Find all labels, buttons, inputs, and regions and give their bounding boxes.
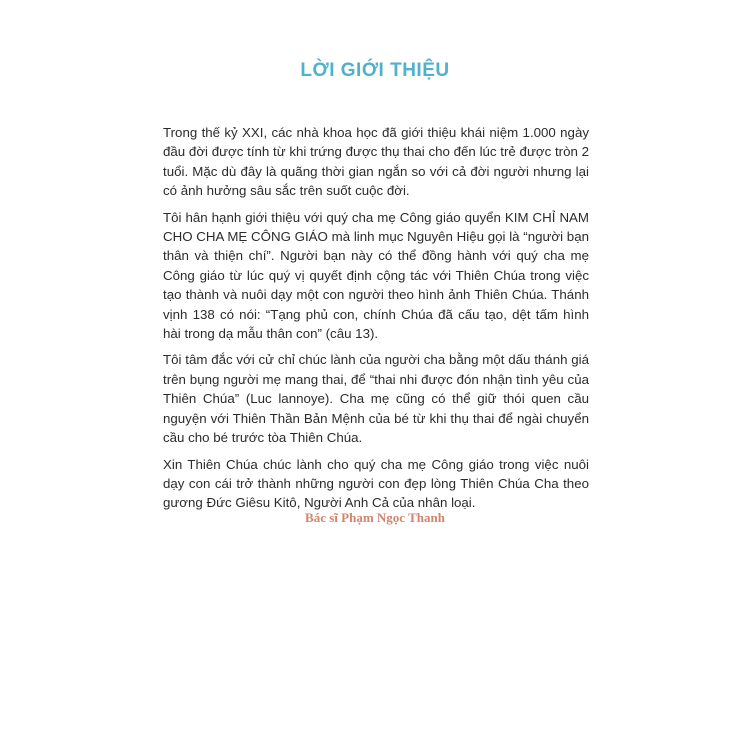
page-title: LỜI GIỚI THIỆU xyxy=(300,60,450,81)
author-signature: Bác sĩ Phạm Ngọc Thanh xyxy=(305,510,445,525)
paragraph-closing-blessing: Xin Thiên Chúa chúc lành cho quý cha mẹ Công giáo trong việc nuôi dạy con cái trở thành những người con đẹp lòng Thiên Chúa Cha theo gương Đức Giêsu Kitô, Người Anh Cả của nhân loại. xyxy=(163,456,589,511)
paragraph-blessing-gesture: Tôi tâm đắc với cử chỉ chúc lành của người cha bằng một dấu thánh giá trên bụng người mẹ mang thai, để “thai nhi được đón nhận tình yêu của Thiên Chúa” (Luc lannoye). Cha mẹ cũng có thể giữ thói quen cầu nguyện với Thiên Thần Bản Mệnh của bé từ khi thụ thai để ngài chuyển cầu cho bé trước tòa Thiên Chúa. xyxy=(163,352,589,446)
introduction-body xyxy=(163,123,589,520)
paragraph-1000-days: Trong thế kỷ XXI, các nhà khoa học đã giới thiệu khái niệm 1.000 ngày đầu đời được tính từ khi trứng được thụ thai cho đến lúc trẻ được tròn 2 tuổi. Mặc dù đây là quãng thời gian ngắn so với cả đời người nhưng lại có ảnh hưởng sâu sắc trên suốt cuộc đời. xyxy=(163,125,589,199)
paragraph-book-introduction: Tôi hân hạnh giới thiệu với quý cha mẹ Công giáo quyển KIM CHỈ NAM CHO CHA MẸ CÔNG GIÁO mà linh mục Nguyên Hiệu gọi là “người bạn thân và thiện chí”. Người bạn này có thể đồng hành với quý cha mẹ Công giáo từ lúc quý vị quyết định cộng tác với Thiên Chúa trong việc tạo thành và nuôi dạy một con người theo hình ảnh Thiên Chúa. Thánh vịnh 138 có nói: “Tạng phủ con, chính Chúa đã cấu tạo, dệt tấm hình hài trong dạ mẫu thân con” (câu 13). xyxy=(163,209,589,342)
